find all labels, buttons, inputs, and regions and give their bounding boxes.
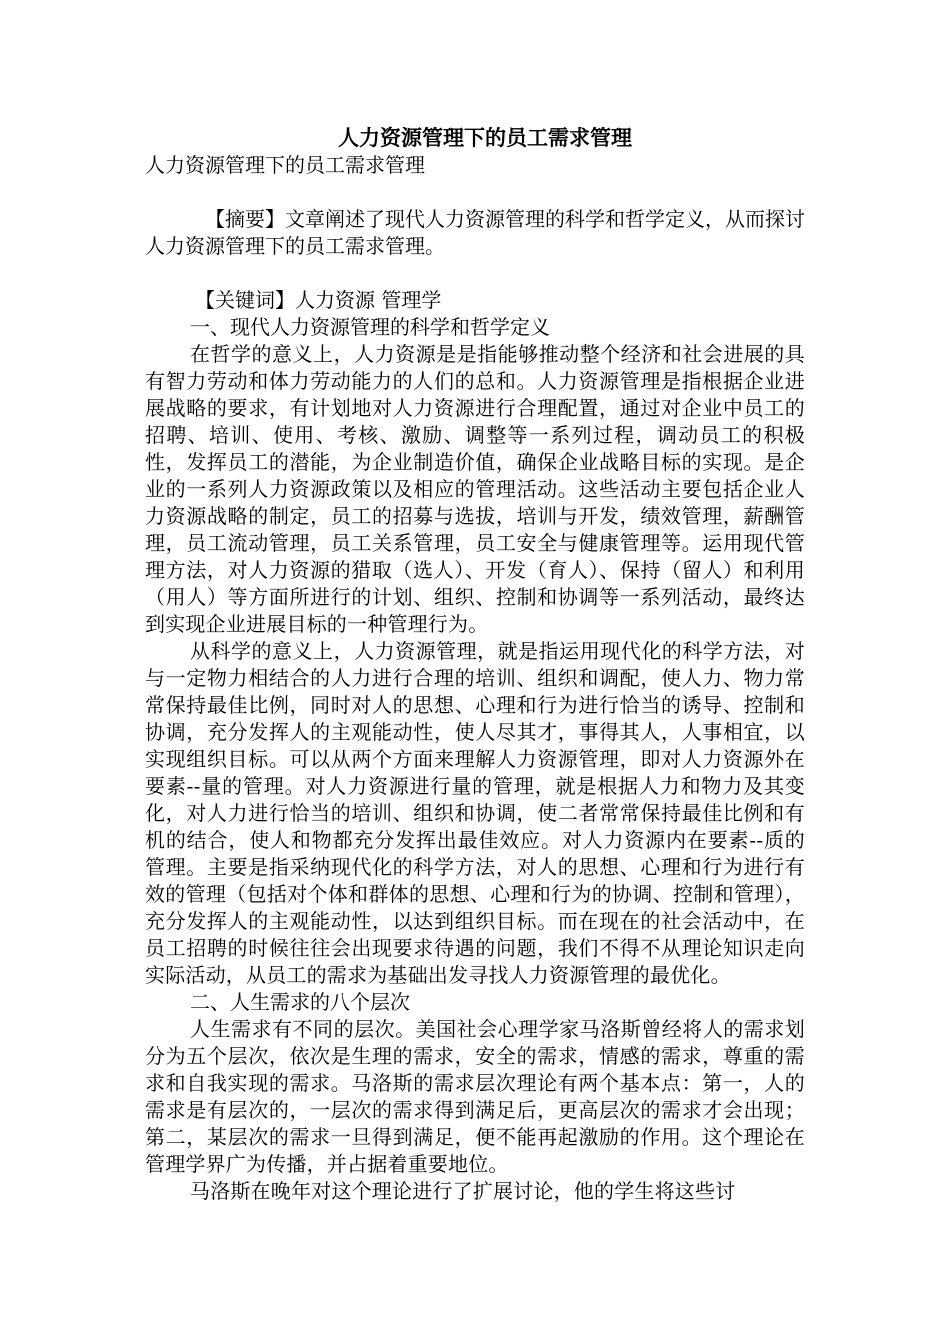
document-subtitle: 人力资源管理下的员工需求管理: [145, 153, 425, 177]
section-heading-1: 一、现代人力资源管理的科学和哲学定义: [190, 315, 550, 339]
body-paragraph: 在哲学的意义上，人力资源是是指能够推动整个经济和社会进展的具有智力劳动和体力劳动能力的人们的总和。人力资源管理是指根据企业进展战略的要求，有计划地对人力资源进行合理配置，通过对企业中员工的招聘、培训、使用、考核、激励、调整等一系列过程，调动员工的积极性，发挥员工的潜能，为企业制造价值，确保企业战略目标的实现。是企业的一系列人力资源政策以及相应的管理活动。这些活动主要包括企业人力资源战略的制定，员工的招募与选拔，培训与开发，绩效管理，薪酬管理，员工流动管理，员工关系管理，员工安全与健康管理等。运用现代管理方法，对人力资源的猎取（选人）、开发（育人）、保持（留人）和利用（用人）等方面所进行的计划、组织、控制和协调等一系列活动，最终达到实现企业进展目标的一种管理行为。: [145, 342, 805, 636]
keywords-line: 【关键词】人力资源 管理学: [195, 288, 442, 312]
body-paragraph: 人生需求有不同的层次。美国社会心理学家马洛斯曾经将人的需求划分为五个层次，依次是生理的需求，安全的需求，情感的需求，尊重的需求和自我实现的需求。马洛斯的需求层次理论有两个基本点：第一，人的需求是有层次的，一层次的需求得到满足后，更高层次的需求才会出现；第二，某层次的需求一旦得到满足，便不能再起激励的作用。这个理论在管理学界广为传播，并占据着重要地位。: [145, 1017, 805, 1176]
document-body: [145, 124, 805, 1205]
abstract-paragraph: 【摘要】文章阐述了现代人力资源管理的科学和哲学定义，从而探讨人力资源管理下的员工需求管理。: [145, 207, 805, 258]
body-paragraph: 马洛斯在晚年对这个理论进行了扩展讨论，他的学生将这些讨: [190, 1179, 736, 1203]
body-paragraph: 从科学的意义上，人力资源管理，就是指运用现代化的科学方法，对与一定物力相结合的人力进行合理的培训、组织和调配，使人力、物力常常保持最佳比例，同时对人的思想、心理和行为进行恰当的诱导、控制和协调，充分发挥人的主观能动性，使人尽其才，事得其人，人事相宜，以实现组织目标。可以从两个方面来理解人力资源管理，即对人力资源外在要素--量的管理。对人力资源进行量的管理，就是根据人力和物力及其变化，对人力进行恰当的培训、组织和协调，使二者常常保持最佳比例和有机的结合，使人和物都充分发挥出最佳效应。对人力资源内在要素--质的管理。主要是指采纳现代化的科学方法，对人的思想、心理和行为进行有效的管理（包括对个体和群体的思想、心理和行为的协调、控制和管理），充分发挥人的主观能动性，以达到组织目标。而在现在的社会活动中，在员工招聘的时候往往会出现要求待遇的问题，我们不得不从理论知识走向实际活动，从员工的需求为基础出发寻找人力资源管理的最优化。: [145, 639, 805, 987]
section-heading-2: 二、人生需求的八个层次: [190, 990, 410, 1014]
document-title: 人力资源管理下的员工需求管理: [338, 125, 632, 150]
